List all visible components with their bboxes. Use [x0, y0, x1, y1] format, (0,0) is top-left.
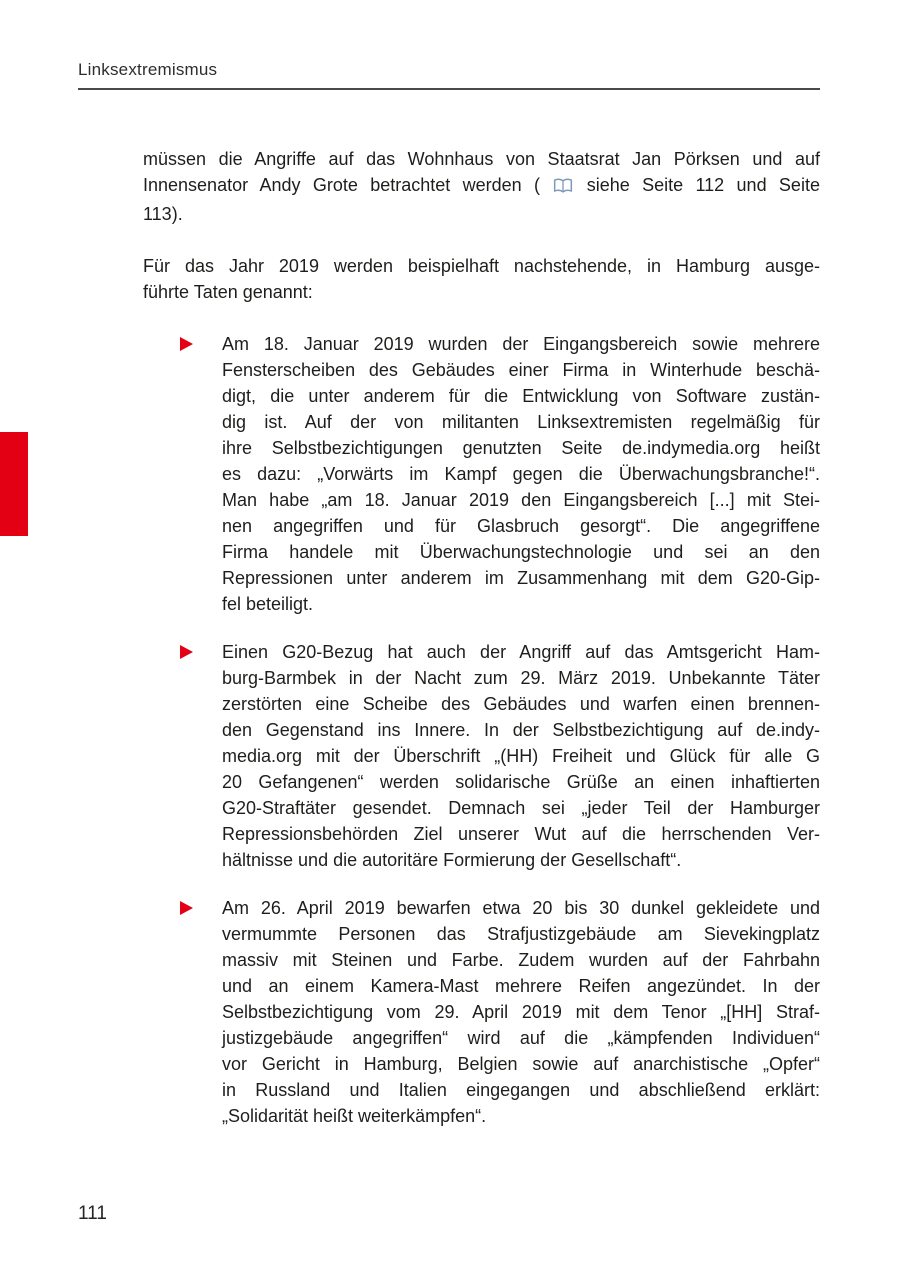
chapter-marker-bar	[0, 432, 28, 536]
text-line: Fensterscheiben des Gebäudes einer Firma in Winterhude beschä-	[222, 360, 820, 380]
text-line: vermummte Personen das Strafjustizgebäude am Sievekingplatz	[222, 924, 820, 944]
bullet-arrow-icon	[180, 645, 193, 659]
text-line: hältnisse und die autoritäre Formierung der Gesellschaft“.	[222, 850, 682, 870]
list-item-text	[222, 639, 820, 873]
text-line: Repressionen unter anderem im Zusammenhang mit dem G20-Gip-	[222, 568, 820, 588]
text-line: in Russland und Italien eingegangen und abschließend erklärt:	[222, 1080, 820, 1100]
page-content	[143, 146, 820, 1129]
list-item-text	[222, 895, 820, 1129]
text-line: dig ist. Auf der von militanten Linksextremisten regelmäßig für	[222, 412, 820, 432]
text-line: es dazu: „Vorwärts im Kampf gegen die Überwachungsbranche!“.	[222, 464, 820, 484]
text-line: Repressionsbehörden Ziel unserer Wut auf die herrschenden Ver-	[222, 824, 820, 844]
text-line: und an einem Kamera-Mast mehrere Reifen angezündet. In der	[222, 976, 820, 996]
page-number: 111	[78, 1203, 107, 1224]
text-line: Man habe „am 18. Januar 2019 den Eingangsbereich [...] mit Stei-	[222, 490, 820, 510]
list-item-text	[222, 331, 820, 617]
text-line: nen angegriffen und für Glasbruch gesorgt“. Die angegriffene	[222, 516, 820, 536]
text-line: Innensenator Andy Grote betrachtet werden ( siehe Seite 112 und Seite	[143, 172, 820, 201]
text-line: G20-Straftäter gesendet. Demnach sei „jeder Teil der Hamburger	[222, 798, 820, 818]
bullet-list	[143, 331, 820, 1129]
text-line: burg-Barmbek in der Nacht zum 29. März 2019. Unbekannte Täter	[222, 668, 820, 688]
paragraph	[143, 253, 820, 305]
text-line: Selbstbezichtigung vom 29. April 2019 mit dem Tenor „[HH] Straf-	[222, 1002, 820, 1022]
text-line: zerstörten eine Scheibe des Gebäudes und warfen einen brennen-	[222, 694, 820, 714]
list-item	[143, 895, 820, 1129]
text-line: führte Taten genannt:	[143, 282, 313, 302]
bullet-arrow-icon	[180, 337, 193, 351]
text-line: 20 Gefangenen“ werden solidarische Grüße an einen inhaftierten	[222, 772, 820, 792]
text-line: massiv mit Steinen und Farbe. Zudem wurden auf der Fahrbahn	[222, 950, 820, 970]
text-line: müssen die Angriffe auf das Wohnhaus von Staatsrat Jan Pörksen und auf	[143, 149, 820, 169]
text-line: Firma handele mit Überwachungstechnologie und sei an den	[222, 542, 820, 562]
header-rule-divider	[78, 88, 820, 90]
text-line: Am 18. Januar 2019 wurden der Eingangsbereich sowie mehrere	[222, 334, 820, 354]
text-line: vor Gericht in Hamburg, Belgien sowie auf anarchistische „Opfer“	[222, 1054, 820, 1074]
text-line: fel beteiligt.	[222, 594, 314, 614]
list-item	[143, 331, 820, 617]
text-line: Für das Jahr 2019 werden beispielhaft nachstehende, in Hamburg ausge-	[143, 256, 820, 276]
text-line: Am 26. April 2019 bewarfen etwa 20 bis 30 dunkel gekleidete und	[222, 898, 820, 918]
running-header: Linksextremismus	[78, 60, 218, 79]
text-line: ihre Selbstbezichtigungen genutzten Seite de.indymedia.org heißt	[222, 438, 820, 458]
text-line: Einen G20-Bezug hat auch der Angriff auf das Amtsgericht Ham-	[222, 642, 820, 662]
text-line: den Gegenstand ins Innere. In der Selbstbezichtigung auf de.indy-	[222, 720, 820, 740]
list-item	[143, 639, 820, 873]
text-line: justizgebäude angegriffen“ wird auf die „kämpfenden Individuen“	[222, 1028, 820, 1048]
paragraph	[143, 146, 820, 227]
text-line: media.org mit der Überschrift „(HH) Freiheit und Glück für alle G	[222, 746, 820, 766]
bullet-arrow-icon	[180, 901, 193, 915]
intro-paragraphs	[143, 146, 820, 305]
text-line: 113).	[143, 204, 183, 224]
text-line: „Solidarität heißt weiterkämpfen“.	[222, 1106, 487, 1126]
open-book-icon	[553, 175, 573, 201]
text-line: digt, die unter anderem für die Entwicklung von Software zustän-	[222, 386, 820, 406]
